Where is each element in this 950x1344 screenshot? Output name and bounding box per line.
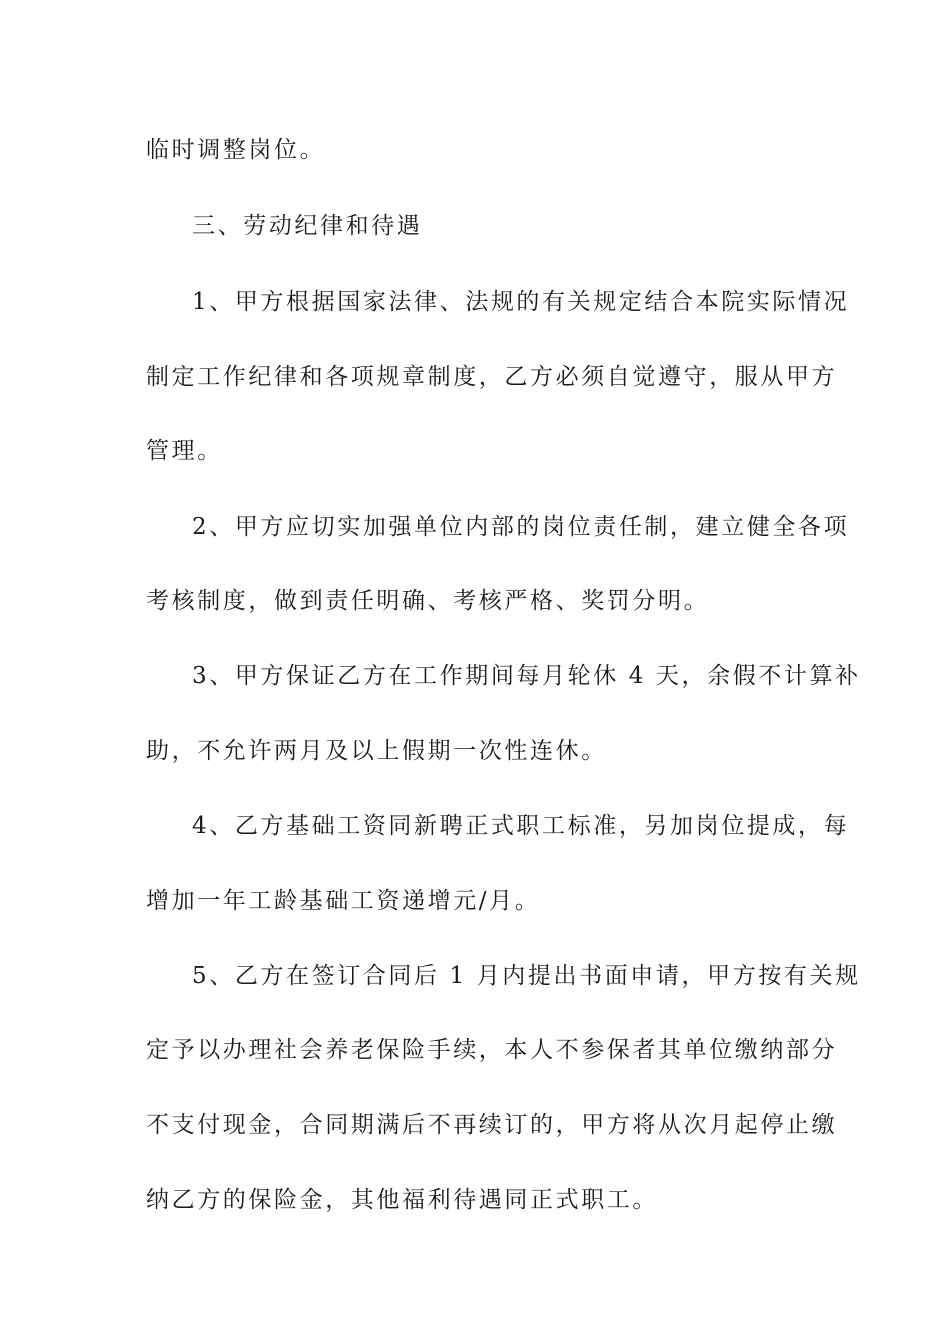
text-line: 纳乙方的保险金，其他福利待遇同正式职工。 <box>146 1187 658 1213</box>
section-heading: 三、劳动纪律和待遇 <box>192 213 423 239</box>
text-line: 定予以办理社会养老保险手续，本人不参保者其单位缴纳部分 <box>146 1037 838 1063</box>
text-line: 增加一年工龄基础工资递增元/月。 <box>146 888 541 914</box>
text-line: 助，不允许两月及以上假期一次性连休。 <box>146 738 607 764</box>
text-line: 3、甲方保证乙方在工作期间每月轮休 4 天，余假不计算补 <box>192 663 861 689</box>
text-line: 2、甲方应切实加强单位内部的岗位责任制，建立健全各项 <box>192 514 850 540</box>
text-line: 5、乙方在签订合同后 1 月内提出书面申请，甲方按有关规 <box>192 963 861 989</box>
text-line: 1、甲方根据国家法律、法规的有关规定结合本院实际情况 <box>192 289 850 315</box>
text-line: 制定工作纪律和各项规章制度，乙方必须自觉遵守，服从甲方 <box>146 364 838 390</box>
text-line: 临时调整岗位。 <box>146 137 326 163</box>
text-line: 4、乙方基础工资同新聘正式职工标准，另加岗位提成，每 <box>192 813 850 839</box>
text-line: 考核制度，做到责任明确、考核严格、奖罚分明。 <box>146 588 710 614</box>
text-line: 管理。 <box>146 438 223 464</box>
text-line: 不支付现金，合同期满后不再续订的，甲方将从次月起停止缴 <box>146 1112 838 1138</box>
